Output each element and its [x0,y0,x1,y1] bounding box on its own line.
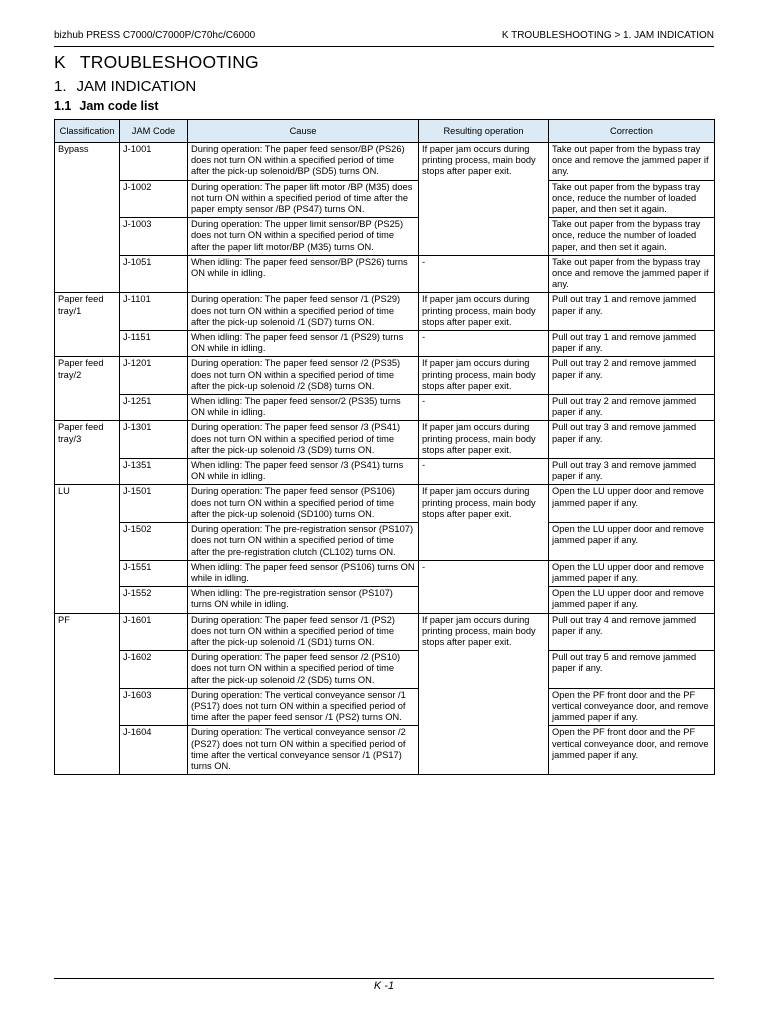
cell-cause: During operation: The paper feed sensor/BP (PS26) does not turn ON within a specified period of time after the pick-up solenoid/BP (SD5) turns ON. [188,143,419,181]
cell-classification: Paper feed tray/1 [55,293,120,331]
cell-cause: When idling: The paper feed sensor/BP (PS26) turns ON while in idling. [188,255,419,293]
cell-cause: During operation: The pre-registration sensor (PS107) does not turn ON within a specified period of time after the pre-registration clutch (CL102) turns ON. [188,523,419,561]
cell-classification [55,726,120,775]
cell-correction: Pull out tray 1 and remove jammed paper if any. [549,293,715,331]
section-text: JAM INDICATION [76,78,197,95]
section-number: 1. [54,78,67,95]
table-row [55,726,715,775]
cell-classification: Paper feed tray/2 [55,357,120,395]
cell-jam-code: J-1101 [120,293,188,331]
cell-cause: During operation: The vertical conveyance sensor /1 (PS17) does not turn ON within a specified period of time after the paper feed sensor /1 (PS2) turns ON. [188,688,419,726]
cell-cause: During operation: The paper feed sensor /1 (PS2) does not turn ON within a specified period of time after the pick-up solenoid /1 (SD1) turns ON. [188,613,419,651]
cell-resulting-operation: - [419,459,549,485]
cell-correction: Take out paper from the bypass tray once and remove the jammed paper if any. [549,143,715,181]
cell-classification [55,180,120,218]
subsection-number: 1.1 [54,99,72,113]
table-row [55,331,715,357]
table-body [55,143,715,775]
cell-cause: During operation: The paper lift motor /BP (M35) does not turn ON within a specified period of time after the paper empty sensor /BP (PS47) turns ON. [188,180,419,218]
chapter-title [54,52,259,73]
cell-correction: Take out paper from the bypass tray once and remove the jammed paper if any. [549,255,715,293]
cell-cause: During operation: The paper feed sensor (PS106) does not turn ON within a specified period of time after the pick-up solenoid (SD100) turns ON. [188,485,419,523]
cell-classification [55,587,120,613]
cell-jam-code: J-1051 [120,255,188,293]
cell-resulting-operation: - [419,331,549,357]
cell-jam-code: J-1201 [120,357,188,395]
table-row [55,421,715,459]
col-cause: Cause [188,120,419,143]
cell-correction: Open the LU upper door and remove jammed paper if any. [549,560,715,586]
col-correction: Correction [549,120,715,143]
cell-resulting-operation: If paper jam occurs during printing process, main body stops after paper exit. [419,421,549,459]
cell-correction: Pull out tray 2 and remove jammed paper if any. [549,395,715,421]
footer-divider [54,978,714,979]
cell-correction: Open the PF front door and the PF vertical conveyance door, and remove jammed paper if any. [549,688,715,726]
cell-cause: During operation: The paper feed sensor /1 (PS29) does not turn ON within a specified period of time after the pick-up solenoid /1 (SD7) turns ON. [188,293,419,331]
cell-resulting-operation [419,651,549,689]
col-classification: Classification [55,120,120,143]
table-row [55,651,715,689]
table-row [55,218,715,256]
cell-classification [55,331,120,357]
table-row [55,523,715,561]
cell-resulting-operation [419,218,549,256]
cell-classification [55,395,120,421]
cell-correction: Take out paper from the bypass tray once, reduce the number of loaded paper, and then set it again. [549,218,715,256]
table-row [55,459,715,485]
cell-correction: Open the LU upper door and remove jammed paper if any. [549,587,715,613]
cell-resulting-operation: - [419,395,549,421]
cell-cause: During operation: The paper feed sensor /2 (PS35) does not turn ON within a specified period of time after the pick-up solenoid /2 (SD8) turns ON. [188,357,419,395]
cell-resulting-operation: - [419,255,549,293]
table-row [55,485,715,523]
cell-jam-code: J-1501 [120,485,188,523]
cell-jam-code: J-1001 [120,143,188,181]
cell-resulting-operation [419,587,549,613]
table-row [55,560,715,586]
table-header-row [55,120,715,143]
header-product: bizhub PRESS C7000/C7000P/C70hc/C6000 [54,30,256,41]
table-row [55,143,715,181]
running-header [54,28,714,47]
cell-jam-code: J-1301 [120,421,188,459]
cell-resulting-operation: If paper jam occurs during printing process, main body stops after paper exit. [419,357,549,395]
table-row [55,395,715,421]
cell-correction: Open the LU upper door and remove jammed paper if any. [549,485,715,523]
cell-classification [55,523,120,561]
cell-resulting-operation [419,688,549,726]
table-row [55,293,715,331]
cell-classification: PF [55,613,120,651]
cell-resulting-operation: - [419,560,549,586]
cell-jam-code: J-1551 [120,560,188,586]
cell-correction: Pull out tray 3 and remove jammed paper if any. [549,459,715,485]
cell-resulting-operation: If paper jam occurs during printing process, main body stops after paper exit. [419,143,549,181]
cell-cause: When idling: The paper feed sensor/2 (PS35) turns ON while in idling. [188,395,419,421]
cell-cause: When idling: The paper feed sensor /1 (PS29) turns ON while in idling. [188,331,419,357]
cell-correction: Pull out tray 3 and remove jammed paper if any. [549,421,715,459]
cell-correction: Pull out tray 1 and remove jammed paper if any. [549,331,715,357]
cell-cause: When idling: The paper feed sensor (PS106) turns ON while in idling. [188,560,419,586]
cell-classification: Bypass [55,143,120,181]
cell-jam-code: J-1351 [120,459,188,485]
subsection-title [54,99,159,113]
cell-cause: During operation: The vertical conveyance sensor /2 (PS27) does not turn ON within a specified period of time after the vertical conveyance sensor /1 (PS17) turns ON. [188,726,419,775]
table-row [55,255,715,293]
cell-correction: Take out paper from the bypass tray once, reduce the number of loaded paper, and then set it again. [549,180,715,218]
cell-classification: LU [55,485,120,523]
chapter-text: TROUBLESHOOTING [79,52,259,72]
cell-classification [55,255,120,293]
cell-jam-code: J-1604 [120,726,188,775]
cell-cause: When idling: The pre-registration sensor (PS107) turns ON while in idling. [188,587,419,613]
table-row [55,587,715,613]
chapter-number: K [54,52,66,72]
cell-jam-code: J-1601 [120,613,188,651]
page-number: K -1 [373,980,395,992]
cell-jam-code: J-1151 [120,331,188,357]
jam-code-table [54,119,715,775]
cell-classification: Paper feed tray/3 [55,421,120,459]
section-title [54,78,196,95]
cell-correction: Pull out tray 4 and remove jammed paper if any. [549,613,715,651]
cell-jam-code: J-1003 [120,218,188,256]
cell-jam-code: J-1002 [120,180,188,218]
cell-classification [55,560,120,586]
cell-resulting-operation: If paper jam occurs during printing process, main body stops after paper exit. [419,485,549,523]
cell-classification [55,651,120,689]
cell-cause: During operation: The upper limit sensor/BP (PS25) does not turn ON within a specified period of time after the paper lift motor/BP (M35) turns ON. [188,218,419,256]
cell-resulting-operation [419,180,549,218]
cell-correction: Pull out tray 2 and remove jammed paper if any. [549,357,715,395]
cell-resulting-operation [419,523,549,561]
table-row [55,688,715,726]
table-row [55,357,715,395]
cell-correction: Open the PF front door and the PF vertical conveyance door, and remove jammed paper if any. [549,726,715,775]
cell-resulting-operation: If paper jam occurs during printing process, main body stops after paper exit. [419,293,549,331]
col-resulting-operation: Resulting operation [419,120,549,143]
col-jam-code: JAM Code [120,120,188,143]
subsection-text: Jam code list [79,99,159,113]
cell-classification [55,218,120,256]
table-row [55,180,715,218]
cell-cause: During operation: The paper feed sensor /2 (PS10) does not turn ON within a specified period of time after the pick-up solenoid /2 (SD5) turns ON. [188,651,419,689]
cell-cause: When idling: The paper feed sensor /3 (PS41) turns ON while in idling. [188,459,419,485]
cell-jam-code: J-1603 [120,688,188,726]
cell-resulting-operation [419,726,549,775]
cell-jam-code: J-1251 [120,395,188,421]
cell-resulting-operation: If paper jam occurs during printing process, main body stops after paper exit. [419,613,549,651]
table-row [55,613,715,651]
cell-jam-code: J-1552 [120,587,188,613]
cell-correction: Open the LU upper door and remove jammed paper if any. [549,523,715,561]
cell-classification [55,688,120,726]
header-breadcrumb: K TROUBLESHOOTING > 1. JAM INDICATION [501,30,714,41]
cell-classification [55,459,120,485]
cell-jam-code: J-1602 [120,651,188,689]
cell-correction: Pull out tray 5 and remove jammed paper if any. [549,651,715,689]
cell-cause: During operation: The paper feed sensor /3 (PS41) does not turn ON within a specified period of time after the pick-up solenoid /3 (SD9) turns ON. [188,421,419,459]
cell-jam-code: J-1502 [120,523,188,561]
